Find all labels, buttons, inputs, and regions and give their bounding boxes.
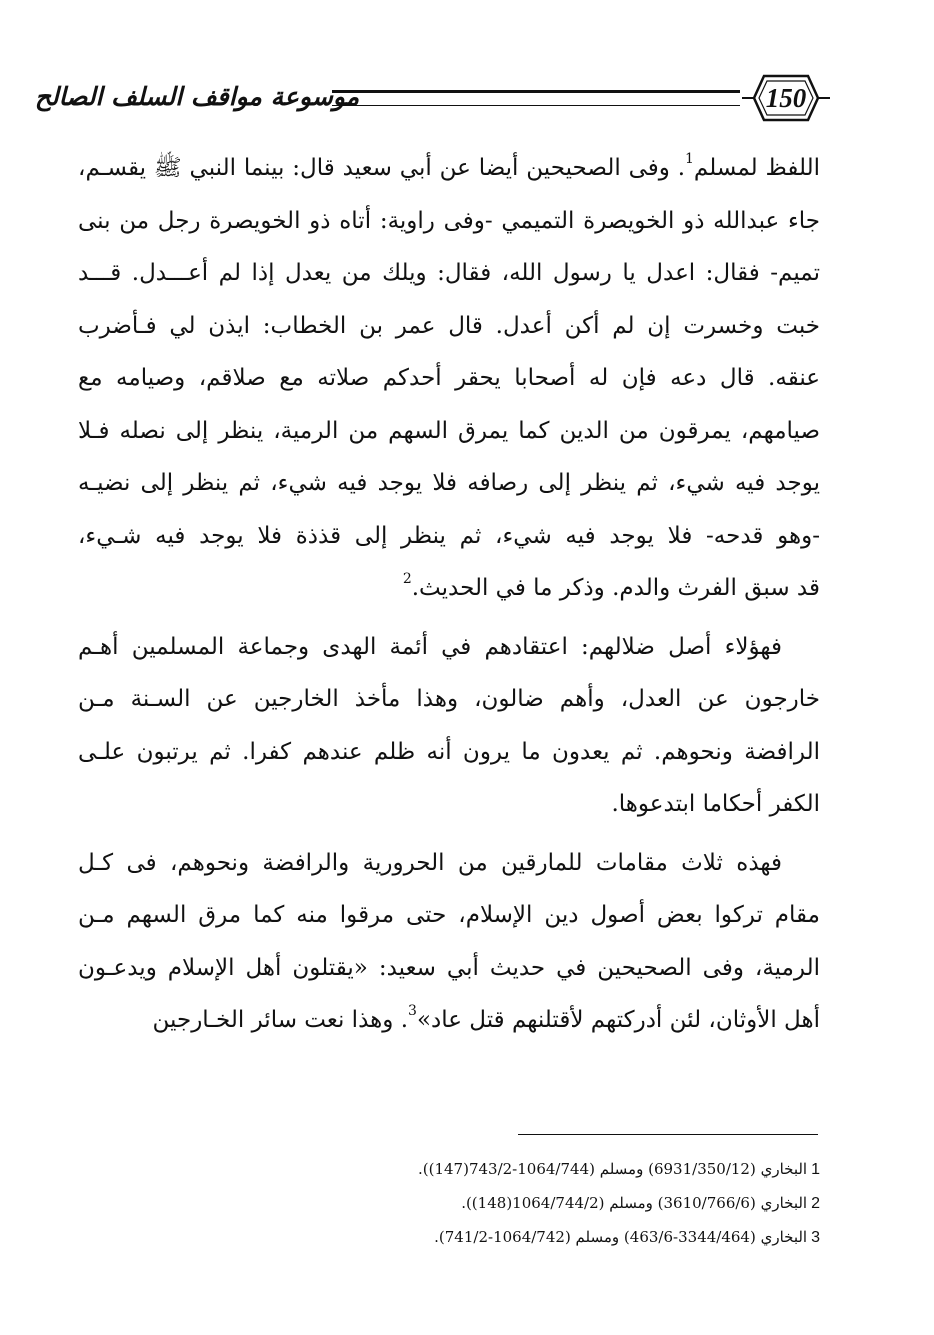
text-line <box>78 510 820 563</box>
line-text: قد سبق الفرث والدم. وذكر ما في الحديث. <box>411 575 820 601</box>
footnote-text: البخاري (6931/350/12) ومسلم (1064/744-743/2(147)). <box>417 1160 808 1178</box>
line-text: خبت وخسرت إن لم أكن أعدل. قال عمر بن الخطاب: ايذن لي فـأضرب <box>78 312 820 339</box>
footnote-separator <box>518 1134 818 1135</box>
footnote-ref[interactable]: 3 <box>408 1003 417 1019</box>
text-line <box>78 247 820 300</box>
footnote <box>300 1186 820 1220</box>
footnote-text: البخاري (3610/766/6) ومسلم (1064/744/2(148)). <box>461 1194 808 1212</box>
line-text: مقام تركوا بعض أصول دين الإسلام، حتى مرقوا منه كما مرق السهم مـن <box>78 902 820 928</box>
footnote-number: 1 <box>811 1161 820 1178</box>
paragraph <box>78 837 820 1047</box>
text-line <box>78 889 820 942</box>
line-text-continued: . وفى الصحيحين أيضا عن أبي سعيد قال: بينما النبي ﷺ يقسـم، <box>78 155 685 181</box>
text-line <box>78 994 820 1047</box>
text-line <box>78 405 820 458</box>
text-line <box>78 726 820 779</box>
page-number-badge <box>740 70 832 126</box>
footnotes <box>300 1152 820 1254</box>
line-text: أهل الأوثان، لئن أدركتهم لأقتلنهم قتل عاد» <box>416 1007 820 1033</box>
footnote <box>300 1220 820 1254</box>
text-line <box>78 942 820 995</box>
text-line <box>78 673 820 726</box>
running-title: موسوعة مواقف السلف الصالح <box>34 81 360 111</box>
footnote-ref[interactable]: 1 <box>685 151 694 167</box>
line-text-continued: . وهذا نعت سائر الخـارجين <box>152 1007 409 1033</box>
line-text: جاء عبدالله ذو الخويصرة التميمي -وفى راوية: أتاه ذو الخويصرة رجل من بنى <box>78 207 820 234</box>
footnote <box>300 1152 820 1186</box>
line-text: يوجد فيه شيء، ثم ينظر إلى رصافه فلا يوجد فيه شيء، ثم ينظر إلى نضيـه <box>78 470 820 496</box>
line-text: الكفر أحكاما ابتدعوها. <box>611 791 820 817</box>
paragraph <box>78 621 820 831</box>
line-text: صيامهم، يمرقون من الدين كما يمرق السهم من الرمية، ينظر إلى نصله فـلا <box>78 417 820 444</box>
text-line <box>78 352 820 405</box>
footnote-ref[interactable]: 2 <box>402 571 412 587</box>
paragraph <box>78 142 820 615</box>
text-line <box>78 837 820 890</box>
line-text: عنقه. قال دعه فإن له أصحابا يحقر أحدكم صلاته مع صلاقم، وصيامه مع <box>78 365 820 391</box>
line-text: -وهو قدحه- فلا يوجد فيه شيء، ثم ينظر إلى قذذة فلا يوجد فيه شـيء، <box>78 522 820 549</box>
line-text: الرافضة ونحوهم. ثم يعدون ما يرون أنه ظلم عندهم كفرا. ثم يرتبون علـى <box>78 738 820 765</box>
line-text: اللفظ لمسلم <box>693 155 820 181</box>
line-text: تميم- فقال: اعدل يا رسول الله، فقال: ويلك من يعدل إذا لم أعـــدل. قـــد <box>78 260 820 286</box>
page-header <box>34 70 832 132</box>
footnote-number: 3 <box>811 1229 820 1246</box>
line-text: خارجون عن العدل، وأهم ضالون، وهذا مأخذ الخارجين عن السـنة مـن <box>78 686 820 712</box>
text-line <box>78 457 820 510</box>
line-text: الرمية، وفى الصحيحين في حديث أبي سعيد: «يقتلون أهل الإسلام ويدعـون <box>78 954 820 981</box>
text-line <box>78 778 820 831</box>
footnote-number: 2 <box>811 1195 820 1212</box>
text-line <box>78 621 820 674</box>
page-number: 150 <box>765 82 807 113</box>
header-rule <box>332 90 740 106</box>
text-line <box>78 195 820 248</box>
text-line <box>78 300 820 353</box>
text-line <box>78 562 820 615</box>
line-text: فهذه ثلاث مقامات للمارقين من الحرورية والرافضة ونحوهم، فى كـل <box>78 849 782 876</box>
footnote-text: البخاري (3344/464-463/6) ومسلم (1064/742-741/2). <box>434 1228 808 1246</box>
line-text: فهؤلاء أصل ضلالهم: اعتقادهم في أئمة الهدى وجماعة المسلمين أهـم <box>78 633 782 660</box>
main-text <box>78 142 820 1047</box>
text-line <box>78 142 820 195</box>
